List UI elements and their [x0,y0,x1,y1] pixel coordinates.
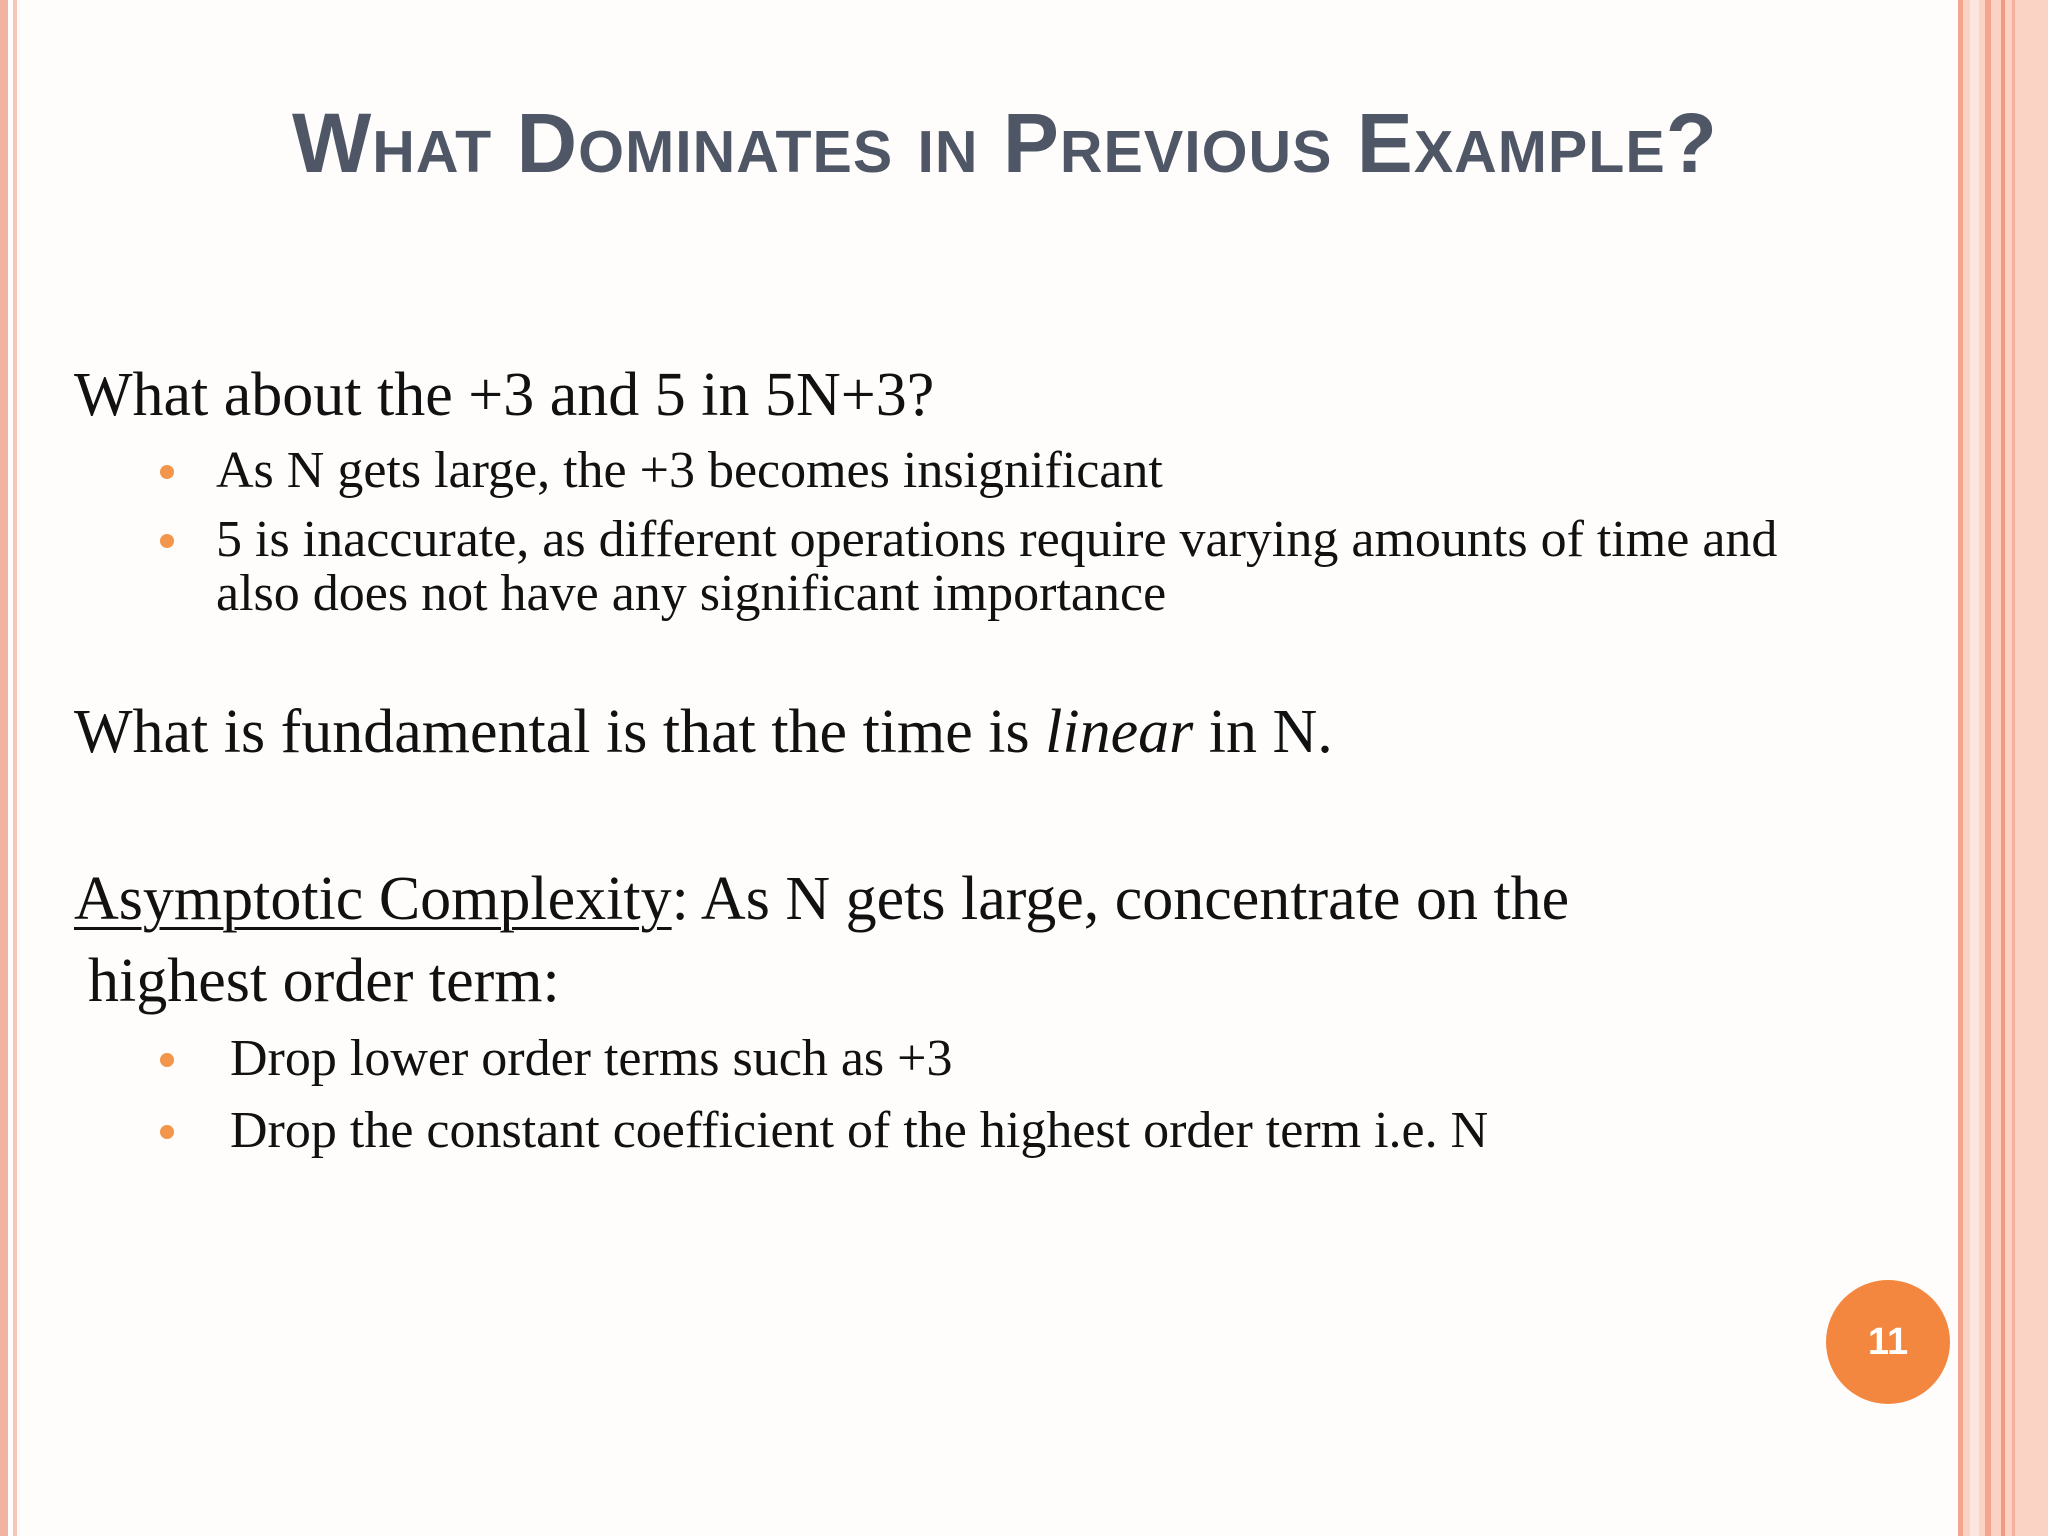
section2-statement [74,695,1333,769]
bullet-text: Drop the constant coefficient of the highest order term i.e. N [230,1102,1489,1159]
left-border-decoration-inner [13,0,17,1536]
asymptotic-complexity-term: Asymptotic Complexity [74,865,672,933]
bullet-text: As N gets large, the +3 becomes insignificant [216,442,1163,499]
right-border-line [1985,0,1991,1536]
right-border-line [1958,0,1963,1536]
right-border-line [2012,0,2015,1536]
bullet-icon [160,465,174,479]
bullet-text: 5 is inaccurate, as different operations require varying amounts of time and [216,511,1778,568]
right-border-line [1970,0,1979,1536]
page-number-badge: 11 [1826,1280,1950,1404]
bullet-text-continuation: also does not have any significant importance [216,565,1167,622]
statement-emphasis: linear [1045,698,1194,766]
right-border-line [2001,0,2005,1536]
bullet-icon [160,534,174,548]
section3-line1 [74,862,1569,936]
bullet-icon [160,1053,174,1067]
section3-line1-text: : As N gets large, concentrate on the [671,865,1570,933]
statement-text-end: in N. [1193,698,1333,766]
statement-text: What is fundamental is that the time is [74,698,1046,766]
section3-line2: highest order term: [88,947,560,1015]
left-border-decoration [0,0,8,1536]
bullet-text: Drop lower order terms such as +3 [230,1030,953,1087]
section1-heading: What about the +3 and 5 in 5N+3? [74,361,935,429]
bullet-icon [160,1125,174,1139]
slide-title: What Dominates in Previous Example? [292,96,1718,190]
